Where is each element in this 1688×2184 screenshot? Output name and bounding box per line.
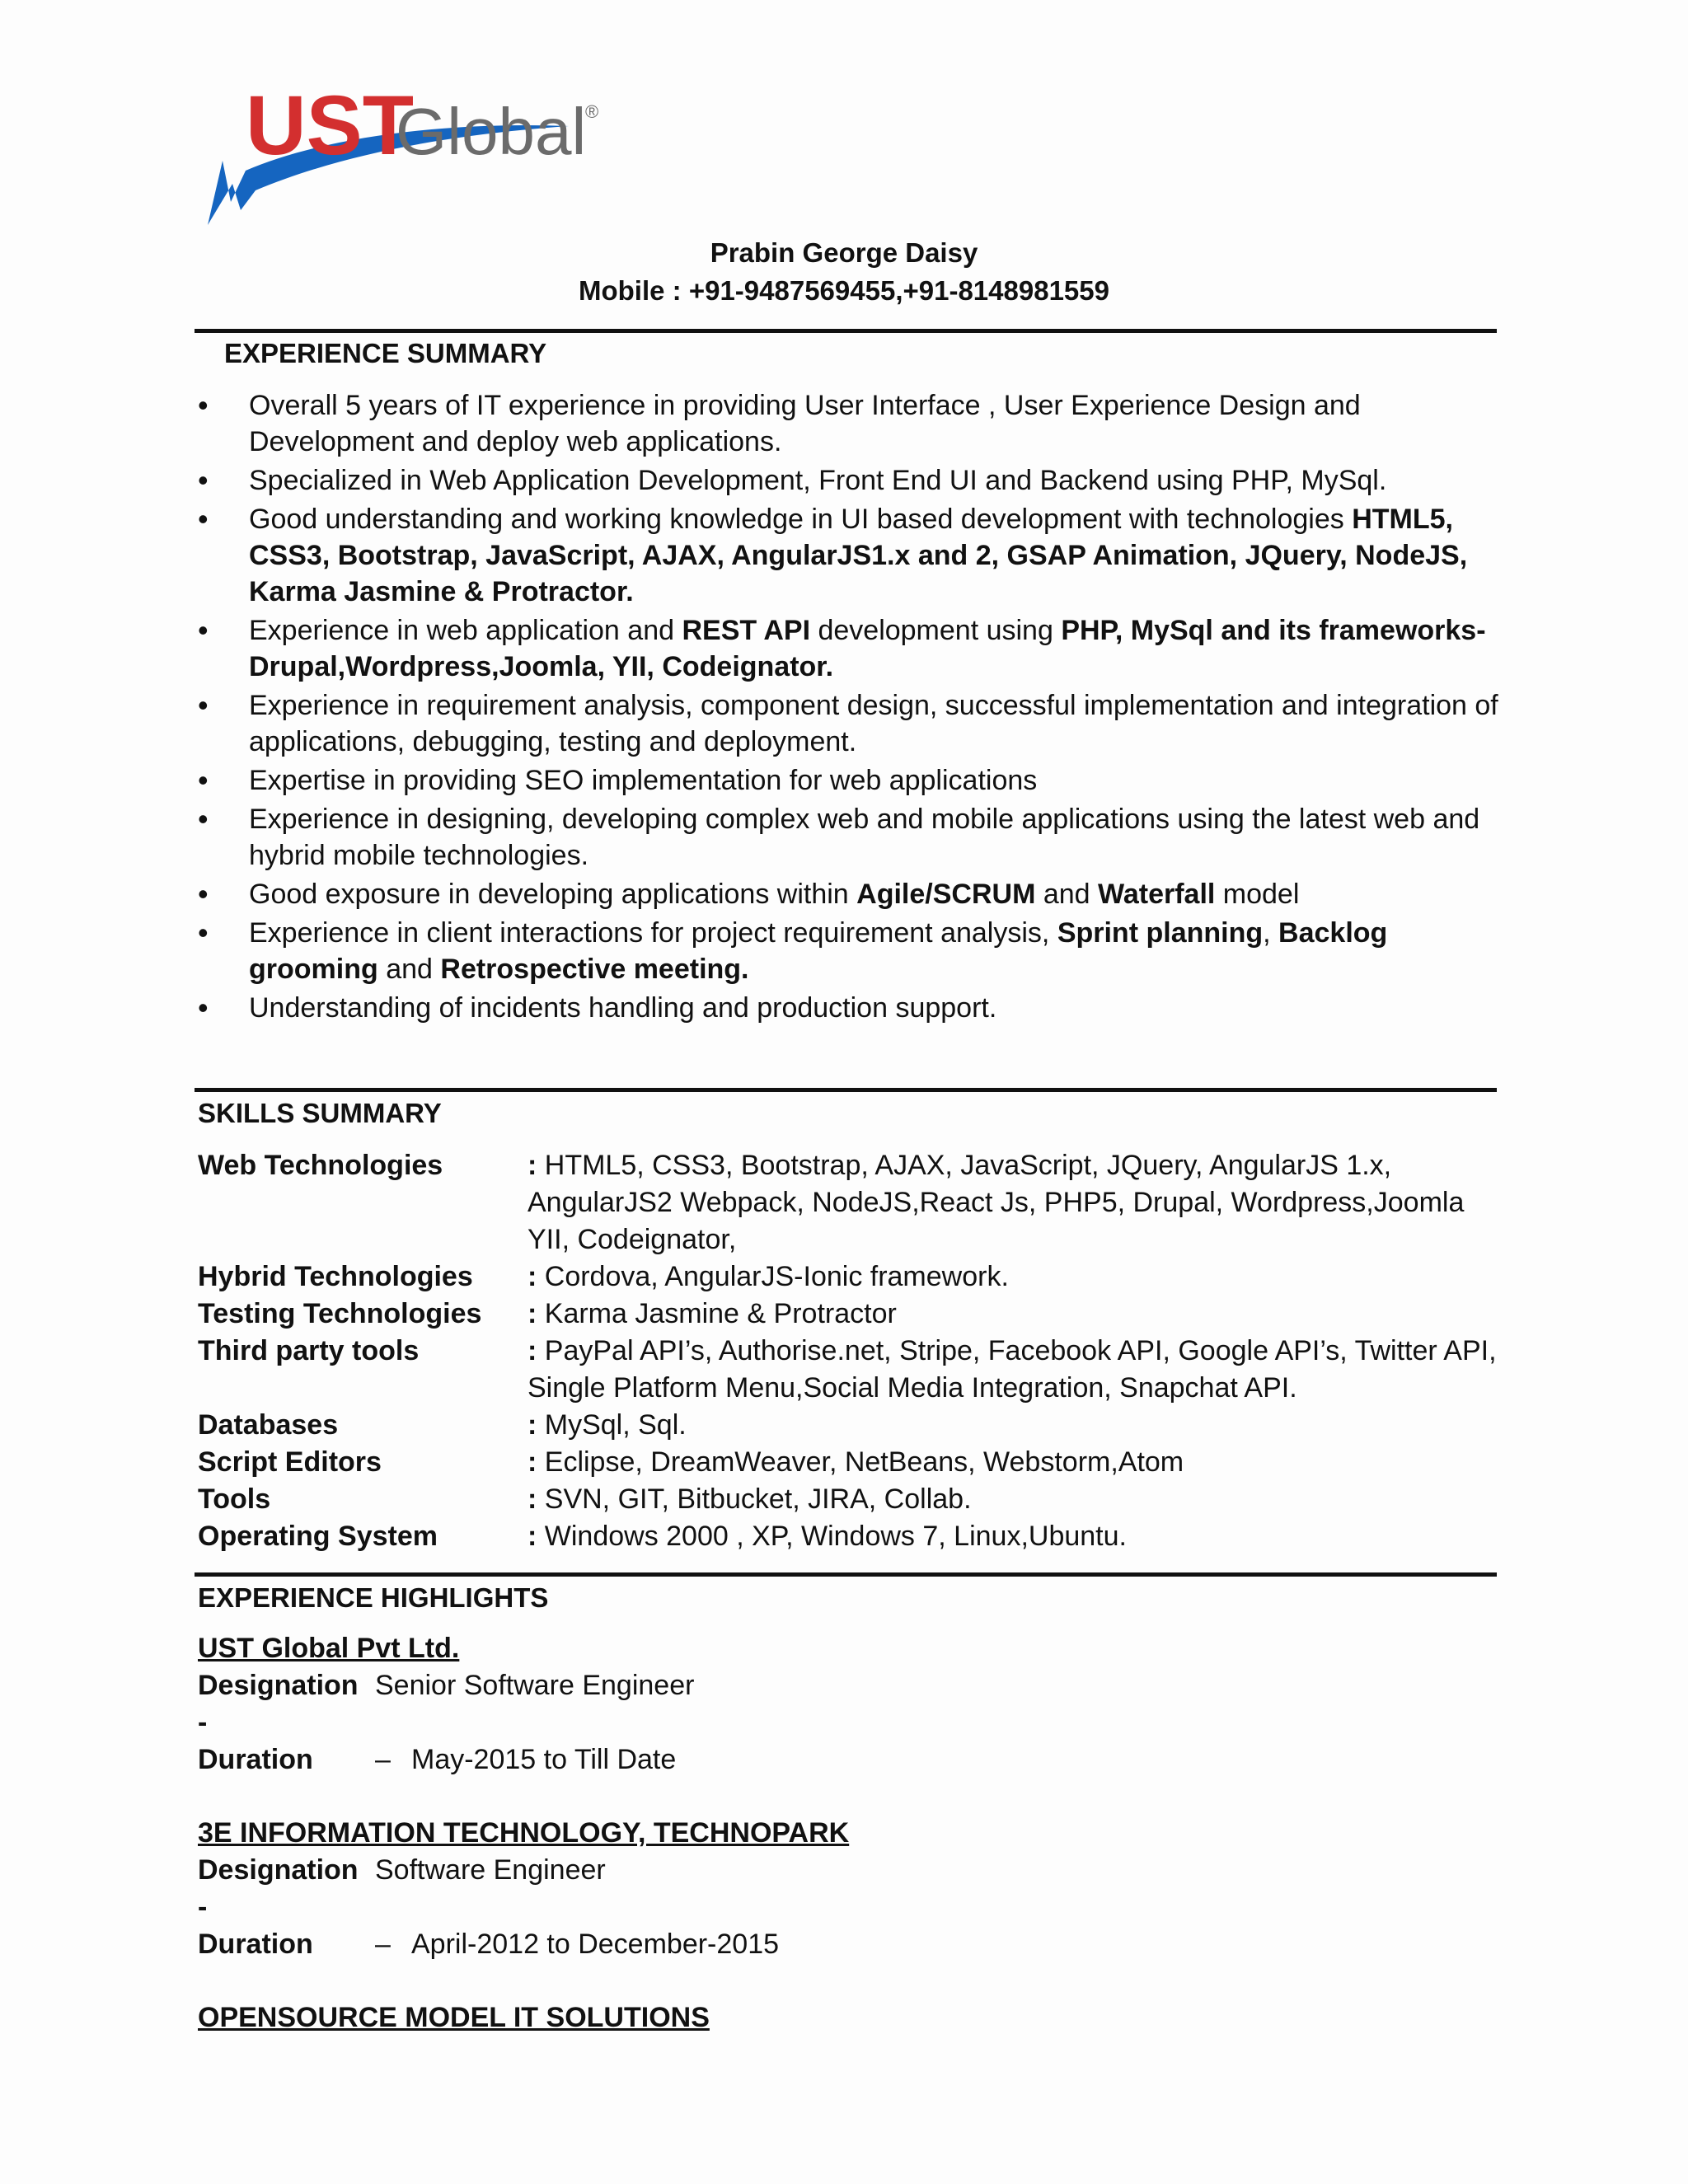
skill-colon: :: [528, 1409, 537, 1441]
summary-highlight: PHP, MySql and its frameworks- Drupal,Wordpress,Joomla, YII, Codeignator.: [249, 615, 1486, 682]
skill-label: Tools: [198, 1483, 271, 1515]
designation-value: Software Engineer: [375, 1854, 606, 1886]
skill-value: [528, 1333, 1500, 1407]
skill-value-text: Karma Jasmine & Protractor: [537, 1298, 897, 1329]
skill-colon: :: [528, 1446, 537, 1478]
skill-row: [198, 1258, 1500, 1296]
summary-text: model: [1215, 879, 1300, 910]
summary-item: [198, 687, 1500, 760]
experience-summary-title: EXPERIENCE SUMMARY: [224, 338, 547, 368]
skill-value-text: PayPal API’s, Authorise.net, Stripe, Facebook API, Google API’s, Twitter API, Single Platform Menu,Social Media Integration, Snapchat API.: [528, 1335, 1497, 1404]
job-history: [198, 1630, 1500, 2073]
summary-highlight: Backlog grooming: [249, 917, 1388, 985]
skill-label: Web Technologies: [198, 1150, 443, 1181]
duration-value: May-2015 to Till Date: [411, 1744, 677, 1775]
summary-item: [198, 612, 1500, 685]
skills-summary-title: SKILLS SUMMARY: [198, 1098, 442, 1128]
summary-text: Understanding of incidents handling and production support.: [249, 992, 997, 1024]
summary-text: Experience in designing, developing complex web and mobile applications using the latest web and hybrid mobile technologies.: [249, 804, 1480, 871]
skill-label: Operating System: [198, 1521, 438, 1552]
skill-colon: :: [528, 1261, 537, 1292]
summary-text: Overall 5 years of IT experience in providing User Interface , User Experience Design and Development and deploy web applications.: [249, 390, 1361, 457]
skill-value: [528, 1407, 1500, 1444]
company-name: UST Global Pvt Ltd.: [198, 1633, 460, 1664]
skill-value-text: Windows 2000 , XP, Windows 7, Linux,Ubuntu.: [537, 1521, 1127, 1552]
skill-row: [198, 1407, 1500, 1444]
logo-registered-mark: ®: [585, 101, 599, 122]
candidate-name: Prabin George Daisy: [710, 237, 978, 268]
summary-text: Expertise in providing SEO implementation for web applications: [249, 765, 1038, 796]
company-name: OPENSOURCE MODEL IT SOLUTIONS: [198, 2002, 710, 2033]
summary-text: Experience in requirement analysis, component design, successful implementation and integration of applications, debugging, testing and deployment.: [249, 690, 1498, 757]
skill-row: [198, 1296, 1500, 1333]
skill-colon: :: [528, 1335, 537, 1366]
summary-text: and: [377, 954, 441, 985]
skill-row: [198, 1481, 1500, 1518]
skill-value-text: Eclipse, DreamWeaver, NetBeans, Webstorm,Atom: [537, 1446, 1184, 1478]
summary-text: Good exposure in developing applications within: [249, 879, 857, 910]
skill-row: [198, 1147, 1500, 1258]
divider: [195, 329, 1497, 333]
skill-colon: :: [528, 1298, 537, 1329]
skill-label: Testing Technologies: [198, 1298, 482, 1329]
summary-text: Specialized in Web Application Development, Front End UI and Backend using PHP, MySql.: [249, 465, 1387, 496]
summary-item: [198, 990, 1500, 1026]
job-entry: [198, 1999, 1500, 2036]
duration-label: Duration: [198, 1929, 313, 1960]
summary-item: [198, 915, 1500, 987]
summary-text: Experience in web application and: [249, 615, 682, 646]
skill-colon: :: [528, 1521, 537, 1552]
skill-value: [528, 1444, 1500, 1481]
skill-value-text: SVN, GIT, Bitbucket, JIRA, Collab.: [537, 1483, 972, 1515]
skill-colon: :: [528, 1483, 537, 1515]
designation-label: Designation -: [198, 1670, 359, 1738]
skill-value: [528, 1518, 1500, 1555]
skill-value-text: HTML5, CSS3, Bootstrap, AJAX, JavaScript, JQuery, AngularJS 1.x, AngularJS2 Webpack, NodeJS,React Js, PHP5, Drupal, Wordpress,Joomla YII, Codeignator,: [528, 1150, 1465, 1255]
summary-item: [198, 387, 1500, 460]
summary-highlight: Waterfall: [1098, 879, 1216, 910]
skill-value: [528, 1296, 1500, 1333]
designation-label: Designation -: [198, 1854, 359, 1923]
summary-item: [198, 876, 1500, 912]
summary-item: [198, 762, 1500, 799]
summary-item: [198, 462, 1500, 499]
duration-dash: –: [375, 1744, 391, 1775]
summary-item: [198, 801, 1500, 874]
skill-value-text: MySql, Sql.: [537, 1409, 687, 1441]
designation-row: [198, 1852, 1500, 1926]
ust-global-logo: [198, 78, 626, 243]
designation-row: [198, 1667, 1500, 1741]
divider: [195, 1088, 1497, 1092]
logo-text-ust: UST: [246, 78, 414, 172]
experience-summary-list: [198, 387, 1500, 1029]
skill-value: [528, 1258, 1500, 1296]
divider: [195, 1572, 1497, 1577]
skill-colon: :: [528, 1150, 537, 1181]
skill-row: [198, 1333, 1500, 1407]
duration-row: [198, 1741, 1500, 1779]
summary-item: [198, 501, 1500, 610]
duration-dash: –: [375, 1929, 391, 1960]
skill-label: Databases: [198, 1409, 339, 1441]
summary-text: development using: [810, 615, 1062, 646]
skill-label: Hybrid Technologies: [198, 1261, 473, 1292]
skill-value-text: Cordova, AngularJS-Ionic framework.: [537, 1261, 1009, 1292]
duration-label: Duration: [198, 1744, 313, 1775]
summary-highlight: Retrospective meeting.: [440, 954, 749, 985]
summary-highlight: REST API: [682, 615, 811, 646]
summary-highlight: Sprint planning: [1057, 917, 1264, 949]
summary-highlight: HTML5, CSS3, Bootstrap, JavaScript, AJAX, AngularJS1.x and 2, GSAP Animation, JQuery, NodeJS, Karma Jasmine & Protractor.: [249, 504, 1468, 607]
company-name: 3E INFORMATION TECHNOLOGY, TECHNOPARK: [198, 1817, 850, 1849]
designation-value: Senior Software Engineer: [375, 1670, 695, 1701]
skill-row: [198, 1444, 1500, 1481]
duration-value: April-2012 to December-2015: [411, 1929, 780, 1960]
skill-row: [198, 1518, 1500, 1555]
skills-table: [198, 1147, 1500, 1555]
summary-text: Experience in client interactions for project requirement analysis,: [249, 917, 1057, 949]
summary-text: Good understanding and working knowledge in UI based development with technologies: [249, 504, 1353, 535]
summary-text: ,: [1263, 917, 1279, 949]
mobile-numbers: Mobile : +91-9487569455,+91-8148981559: [579, 275, 1109, 306]
summary-highlight: Agile/SCRUM: [856, 879, 1036, 910]
skill-value: [528, 1147, 1500, 1258]
skill-label: Script Editors: [198, 1446, 382, 1478]
job-entry: [198, 1815, 1500, 1963]
logo-text-global: Global: [396, 95, 587, 168]
skill-value: [528, 1481, 1500, 1518]
job-entry: [198, 1630, 1500, 1779]
duration-row: [198, 1926, 1500, 1963]
skill-label: Third party tools: [198, 1335, 420, 1366]
experience-highlights-title: EXPERIENCE HIGHLIGHTS: [198, 1582, 549, 1613]
summary-text: and: [1035, 879, 1099, 910]
